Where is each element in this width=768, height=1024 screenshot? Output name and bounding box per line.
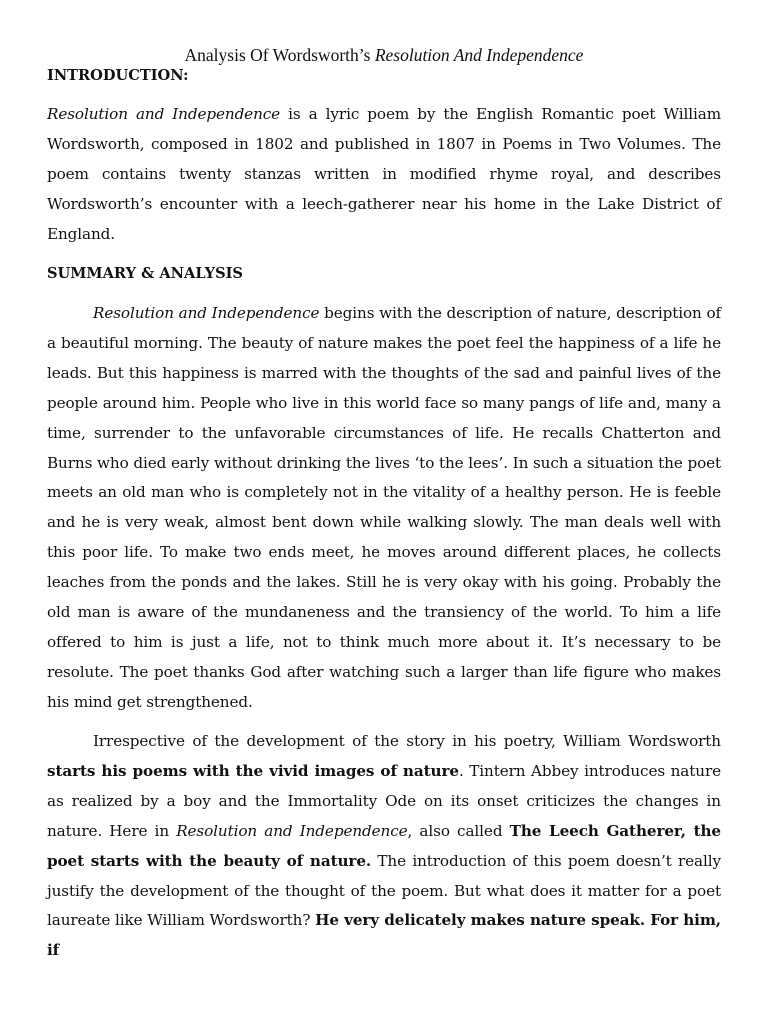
introduction-text: is a lyric poem by the English Romantic poet William Wordsworth, composed in 1802 and published in 1807 in Poems in Two Volumes. The poem contains twenty stanzas written in modified rhyme royal, and describes Wordsworth’s encounter with a leech-gatherer near his home in the Lake District of England. bbox=[47, 105, 721, 243]
summary-paragraph-1 bbox=[47, 299, 721, 718]
summary-text-1: begins with the description of nature, description of a beautiful morning. The beauty of nature makes the poet feel the happiness of a life he leads. But this happiness is marred with the thoughts of the sad and painful lives of the people around him. People who live in this world face so many pangs of life and, many a time, surrender to the unfavorable circumstances of life. He recalls Chatterton and Burns who died early without drinking the lives ‘to the lees’. In such a situation the poet meets an old man who is completely not in the vitality of a healthy person. He is feeble and he is very weak, almost bent down while walking slowly. The man deals well with this poor life. To make two ends meet, he moves around different places, he collects leaches from the ponds and the lakes. Still he is very okay with his going. Probably the old man is aware of the mundaneness and the transiency of the world. To him a life offered to him is just a life, not to think much more about it. It’s necessary to be resolute. The poet thanks God after watching such a larger than life figure who makes his mind get strengthened. bbox=[47, 304, 722, 711]
p3-text-1: Irrespective of the development of the story in his poetry, William Wordsworth bbox=[93, 732, 721, 750]
p3-text-2: . Tintern Abbey introduces nature as realized by a boy and the Immortality Ode on its onset criticizes the changes in nature. Here in bbox=[47, 761, 721, 840]
document-title-italic: Resolution And Independence bbox=[374, 45, 584, 65]
summary-heading: SUMMARY & ANALYSIS bbox=[47, 265, 243, 282]
summary-poem-title: Resolution and Independence bbox=[93, 304, 320, 322]
p3-bold-1: starts his poems with the vivid images of nature bbox=[47, 761, 459, 780]
p3-text-4: The introduction of this poem doesn’t really justify the development of the thought of the poem. But what does it matter for a poet laureate like William Wordsworth? bbox=[47, 851, 721, 930]
p3-text-3: , also called bbox=[407, 821, 510, 840]
summary-paragraph-2 bbox=[47, 727, 721, 966]
introduction-heading: INTRODUCTION: bbox=[47, 67, 189, 84]
introduction-poem-title: Resolution and Independence bbox=[47, 105, 281, 123]
p3-bold-2: The Leech Gatherer, the poet starts with the beauty of nature. bbox=[47, 821, 721, 870]
document-title bbox=[0, 44, 768, 66]
p3-bold-3: He very delicately makes nature speak. For him, if bbox=[47, 911, 721, 960]
document-title-prefix: Analysis Of Wordsworth’s bbox=[184, 45, 371, 65]
p3-italic-1: Resolution and Independence bbox=[176, 821, 408, 840]
introduction-paragraph bbox=[47, 100, 721, 250]
